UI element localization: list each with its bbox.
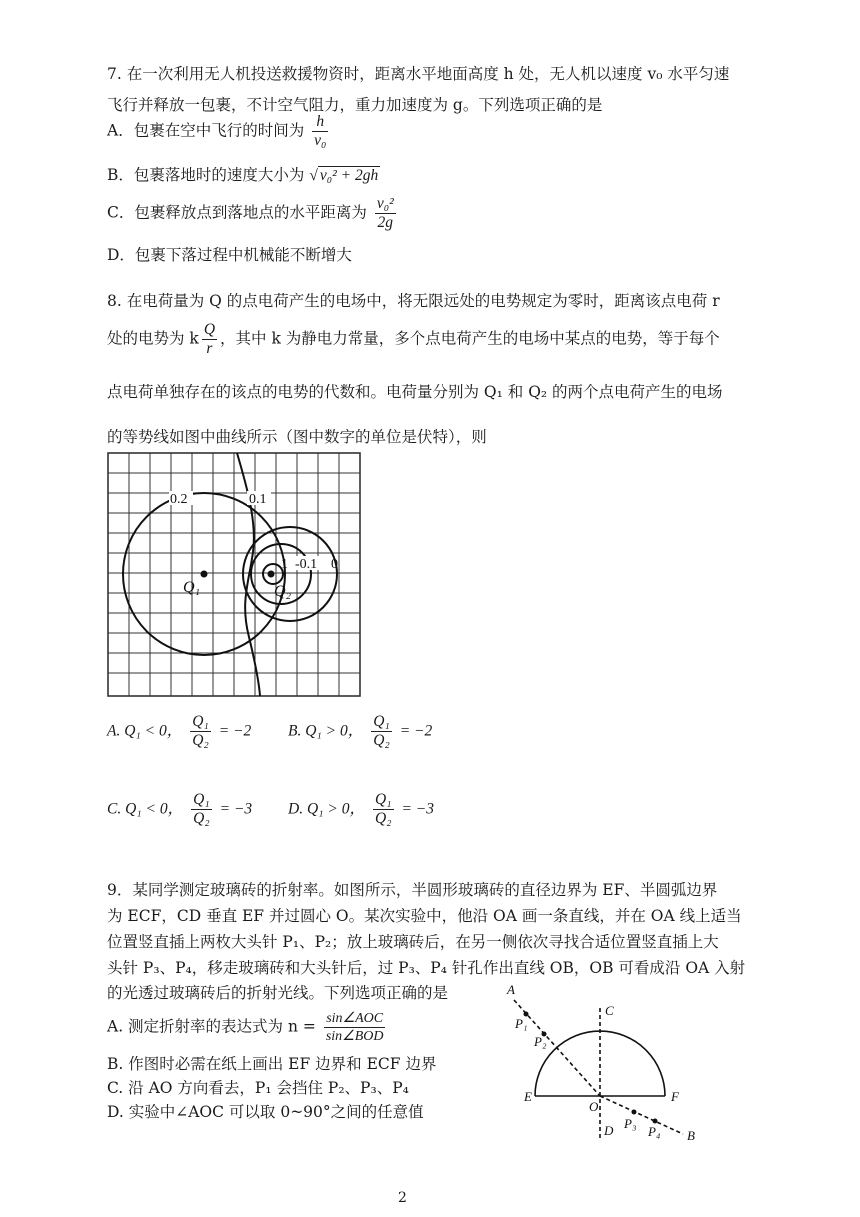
fraction-numerator: Q₁ xyxy=(193,791,210,808)
q7-option-c-fraction xyxy=(375,195,396,232)
q8-option-a-fraction xyxy=(190,713,211,750)
q9-option-c: C. 沿 AO 方向看去，P₁ 会挡住 P₂、P₃、P₄ xyxy=(107,1079,409,1097)
label-c: C xyxy=(605,1003,614,1018)
q9-line2: 为 ECF，CD 垂直 EF 并过圆心 O。某次实验中，他沿 OA 画一条直线，并在 OA 线上适当 xyxy=(107,907,742,925)
charge-q1-dot xyxy=(201,571,208,578)
q8-option-d xyxy=(288,791,434,828)
q7-option-b xyxy=(107,163,380,185)
label-0.1: 0.1 xyxy=(249,492,267,507)
fraction-denominator: Q₂ xyxy=(192,732,209,749)
sqrt-radicand: v₀² + 2gh xyxy=(319,167,379,184)
q7-option-c-text: C．包裹释放点到落地点的水平距离为 xyxy=(107,203,367,222)
label-0: 0 xyxy=(331,557,338,572)
label-0.2: 0.2 xyxy=(170,492,188,507)
fraction-numerator: Q₁ xyxy=(373,713,390,730)
q8-option-c-sign: C. Q₁ < 0， xyxy=(107,800,184,818)
q9-option-a-fraction xyxy=(324,1010,386,1045)
fraction-numerator: Q₁ xyxy=(192,713,209,730)
q8-line2 xyxy=(107,321,720,358)
q7-option-a-fraction xyxy=(312,113,328,150)
q9-glass-brick-figure xyxy=(500,978,710,1143)
label-p1: P₁ xyxy=(515,1016,528,1031)
label-minus-0.1: -0.1 xyxy=(295,557,318,572)
q7-option-c xyxy=(107,195,399,232)
page-number: 2 xyxy=(398,1190,407,1206)
fraction-numerator: sin∠AOC xyxy=(326,1011,384,1026)
q7-option-b-text: B．包裹落地时的速度大小为 xyxy=(107,166,305,184)
q8-option-c xyxy=(107,791,252,828)
q9-option-d: D. 实验中∠AOC 可以取 0~90°之间的任意值 xyxy=(107,1103,424,1121)
q8-option-a xyxy=(107,713,251,750)
q7-option-b-sqrt: √ v₀² + 2gh xyxy=(309,167,379,184)
fraction-numerator: v₀² xyxy=(376,195,394,212)
q7-option-a xyxy=(107,113,331,150)
fraction-denominator: v₀ xyxy=(314,132,327,149)
q8-line2-pre: 处的电势为 k xyxy=(107,329,199,348)
fraction-denominator: Q₂ xyxy=(193,810,210,827)
label-d: D xyxy=(604,1123,614,1138)
q9-line3: 位置竖直插上两枚大头针 P₁、P₂；放上玻璃砖后，在另一侧依次寻找合适位置竖直插上大 xyxy=(107,933,719,951)
label-b: B xyxy=(687,1128,695,1143)
pin-p3-dot xyxy=(632,1110,637,1115)
q8-option-d-sign: D. Q₁ > 0， xyxy=(288,800,365,818)
label-p3: P₃ xyxy=(624,1116,637,1131)
label-o: O xyxy=(589,1099,599,1114)
q8-option-d-value: = −3 xyxy=(401,800,435,818)
q8-option-c-fraction xyxy=(191,791,212,828)
q8-line4: 的等势线如图中曲线所示（图中数字的单位是伏特），则 xyxy=(107,428,487,446)
q9-option-a xyxy=(107,1010,388,1045)
q7-option-a-text: A．包裹在空中飞行的时间为 xyxy=(107,121,305,140)
fraction-denominator: Q₂ xyxy=(373,732,390,749)
pin-p4-dot xyxy=(653,1119,658,1124)
q7-stem-line1: 7. 在一次利用无人机投送救援物资时，距离水平地面高度 h 处，无人机以速度 v₀ 水平匀速 xyxy=(107,65,730,83)
label-1: 1 xyxy=(281,557,288,572)
label-f: F xyxy=(671,1089,679,1104)
q9-option-a-text: A. 测定折射率的表达式为 n = xyxy=(107,1017,316,1036)
fraction-denominator: 2g xyxy=(375,213,396,232)
q8-option-b-sign: B. Q₁ > 0， xyxy=(288,722,364,740)
q8-potential-fraction xyxy=(202,321,217,358)
curve-0 xyxy=(243,527,337,621)
q8-line3: 点电荷单独存在的该点的电势的代数和。电荷量分别为 Q₁ 和 Q₂ 的两个点电荷产生的电场 xyxy=(107,383,723,401)
q9-line4: 头针 P₃、P₄，移走玻璃砖和大头针后，过 P₃、P₄ 针孔作出直线 OB，OB 可看成沿 OA 入射 xyxy=(107,959,746,977)
label-p2: P₂ xyxy=(534,1034,547,1049)
charge-q2-dot xyxy=(268,571,275,578)
fraction-denominator: sin∠BOD xyxy=(325,1029,384,1044)
fraction-denominator: r xyxy=(202,339,217,358)
grid xyxy=(108,453,360,696)
q8-option-b-fraction xyxy=(371,713,392,750)
q7-stem-line2: 飞行并释放一包裹，不计空气阻力，重力加速度为 g。下列选项正确的是 xyxy=(107,96,603,114)
q9-line5: 的光透过玻璃砖后的折射光线。下列选项正确的是 xyxy=(107,984,449,1002)
label-q2: Q₂ xyxy=(274,583,292,600)
q8-option-d-fraction xyxy=(373,791,394,828)
fraction-denominator: Q₂ xyxy=(374,810,392,827)
q8-option-a-sign: A. Q₁ < 0， xyxy=(107,722,183,740)
q8-option-b-value: = −2 xyxy=(399,722,433,740)
q9-option-b: B. 作图时必需在纸上画出 EF 边界和 ECF 边界 xyxy=(107,1055,437,1073)
q7-option-d: D．包裹下落过程中机械能不断增大 xyxy=(107,246,352,264)
equipotential-curves xyxy=(123,453,337,696)
label-p4: P₄ xyxy=(648,1124,661,1139)
q8-option-a-value: = −2 xyxy=(218,722,252,740)
fraction-numerator: Q₁ xyxy=(374,791,392,808)
q8-equipotential-figure xyxy=(107,452,362,698)
q8-option-b xyxy=(288,713,432,750)
q8-line1: 8. 在电荷量为 Q 的点电荷产生的电场中，将无限远处的电势规定为零时，距离该点电荷 r xyxy=(107,292,720,310)
q9-line1: 9．某同学测定玻璃砖的折射率。如图所示，半圆形玻璃砖的直径边界为 EF、半圆弧边界 xyxy=(107,881,718,899)
fraction-numerator: Q xyxy=(203,321,216,338)
fraction-numerator: h xyxy=(316,113,325,130)
curve-0.1 xyxy=(237,453,260,696)
q8-option-c-value: = −3 xyxy=(219,800,253,818)
label-a: A xyxy=(507,982,515,997)
q8-line2-post: ，其中 k 为静电力常量，多个点电荷产生的电场中某点的电势，等于每个 xyxy=(220,329,720,348)
label-e: E xyxy=(524,1089,532,1104)
label-q1: Q₁ xyxy=(183,579,201,596)
